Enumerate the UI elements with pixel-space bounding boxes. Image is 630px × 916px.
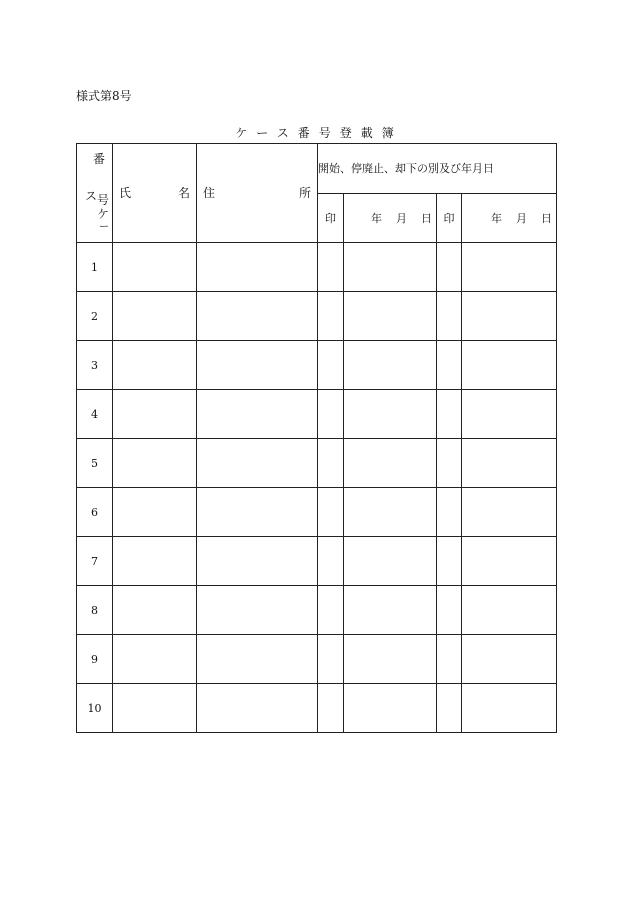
seal-header: 印 [318, 193, 344, 243]
day-label: 日 [541, 211, 552, 225]
table-row [77, 243, 557, 292]
header-row-1 [77, 144, 557, 194]
table-row [77, 537, 557, 586]
address-cell[interactable] [197, 390, 318, 439]
date-cell[interactable] [344, 292, 437, 341]
name-cell[interactable] [113, 635, 197, 684]
name-header [113, 144, 197, 243]
form-number: 様式第8号 [76, 89, 132, 103]
seal-cell[interactable] [437, 586, 462, 635]
date-cell[interactable] [344, 586, 437, 635]
seal-cell[interactable] [437, 684, 462, 733]
case-number-header-char: ー [99, 222, 109, 233]
name-header-char: 氏 [119, 185, 132, 200]
table-row [77, 439, 557, 488]
case-number-header-char: 番 [93, 152, 106, 166]
date-header [462, 193, 557, 243]
date-cell[interactable] [344, 635, 437, 684]
seal-cell[interactable] [318, 586, 344, 635]
disposition-header: 開始、停廃止、却下の別及び年月日 [318, 144, 557, 194]
address-cell[interactable] [197, 684, 318, 733]
seal-cell[interactable] [437, 488, 462, 537]
row-number: 6 [77, 488, 113, 537]
case-number-header-char: ケ [97, 207, 110, 221]
name-header-char: 名 [177, 185, 190, 200]
name-cell[interactable] [113, 537, 197, 586]
seal-cell[interactable] [437, 390, 462, 439]
address-cell[interactable] [197, 635, 318, 684]
case-number-header-char: 号 [97, 193, 110, 207]
address-header-char: 所 [298, 185, 311, 200]
year-label: 年 [371, 211, 382, 225]
seal-header: 印 [437, 193, 462, 243]
row-number: 8 [77, 586, 113, 635]
seal-cell[interactable] [318, 488, 344, 537]
seal-cell[interactable] [318, 390, 344, 439]
date-cell[interactable] [344, 243, 437, 292]
address-cell[interactable] [197, 537, 318, 586]
address-cell[interactable] [197, 439, 318, 488]
name-cell[interactable] [113, 439, 197, 488]
seal-cell[interactable] [318, 635, 344, 684]
document-title: ケース番号登載簿 [235, 126, 403, 140]
seal-cell[interactable] [437, 439, 462, 488]
seal-cell[interactable] [318, 292, 344, 341]
date-cell[interactable] [462, 341, 557, 390]
seal-cell[interactable] [318, 243, 344, 292]
address-header [197, 144, 318, 243]
name-cell[interactable] [113, 243, 197, 292]
date-cell[interactable] [462, 488, 557, 537]
date-cell[interactable] [344, 684, 437, 733]
case-number-header [77, 144, 113, 243]
year-label: 年 [491, 211, 502, 225]
table-row [77, 635, 557, 684]
name-cell[interactable] [113, 488, 197, 537]
name-cell[interactable] [113, 292, 197, 341]
seal-cell[interactable] [318, 537, 344, 586]
date-cell[interactable] [462, 586, 557, 635]
address-cell[interactable] [197, 341, 318, 390]
date-cell[interactable] [462, 537, 557, 586]
row-number: 10 [77, 684, 113, 733]
date-cell[interactable] [462, 439, 557, 488]
date-cell[interactable] [462, 635, 557, 684]
case-number-header-char: ス [85, 189, 98, 203]
date-cell[interactable] [344, 390, 437, 439]
seal-cell[interactable] [437, 537, 462, 586]
date-cell[interactable] [344, 341, 437, 390]
table-row [77, 488, 557, 537]
seal-cell[interactable] [437, 292, 462, 341]
name-cell[interactable] [113, 390, 197, 439]
case-register-table [76, 143, 557, 733]
date-cell[interactable] [462, 684, 557, 733]
address-cell[interactable] [197, 586, 318, 635]
row-number: 7 [77, 537, 113, 586]
address-cell[interactable] [197, 243, 318, 292]
name-cell[interactable] [113, 341, 197, 390]
row-number: 2 [77, 292, 113, 341]
date-cell[interactable] [344, 537, 437, 586]
month-label: 月 [516, 211, 527, 225]
row-number: 1 [77, 243, 113, 292]
date-header [344, 193, 437, 243]
address-header-char: 住 [203, 185, 216, 200]
date-cell[interactable] [344, 439, 437, 488]
date-cell[interactable] [462, 292, 557, 341]
table-row [77, 684, 557, 733]
name-cell[interactable] [113, 586, 197, 635]
date-cell[interactable] [462, 390, 557, 439]
table-row [77, 341, 557, 390]
table-row [77, 390, 557, 439]
seal-cell[interactable] [318, 684, 344, 733]
table-row [77, 292, 557, 341]
name-cell[interactable] [113, 684, 197, 733]
register-body [77, 243, 557, 733]
seal-cell[interactable] [318, 341, 344, 390]
row-number: 9 [77, 635, 113, 684]
table-row [77, 586, 557, 635]
date-cell[interactable] [344, 488, 437, 537]
seal-cell[interactable] [318, 439, 344, 488]
row-number: 5 [77, 439, 113, 488]
address-cell[interactable] [197, 488, 318, 537]
seal-cell[interactable] [437, 243, 462, 292]
address-cell[interactable] [197, 292, 318, 341]
day-label: 日 [421, 211, 432, 225]
seal-cell[interactable] [437, 635, 462, 684]
seal-cell[interactable] [437, 341, 462, 390]
month-label: 月 [396, 211, 407, 225]
row-number: 4 [77, 390, 113, 439]
row-number: 3 [77, 341, 113, 390]
date-cell[interactable] [462, 243, 557, 292]
